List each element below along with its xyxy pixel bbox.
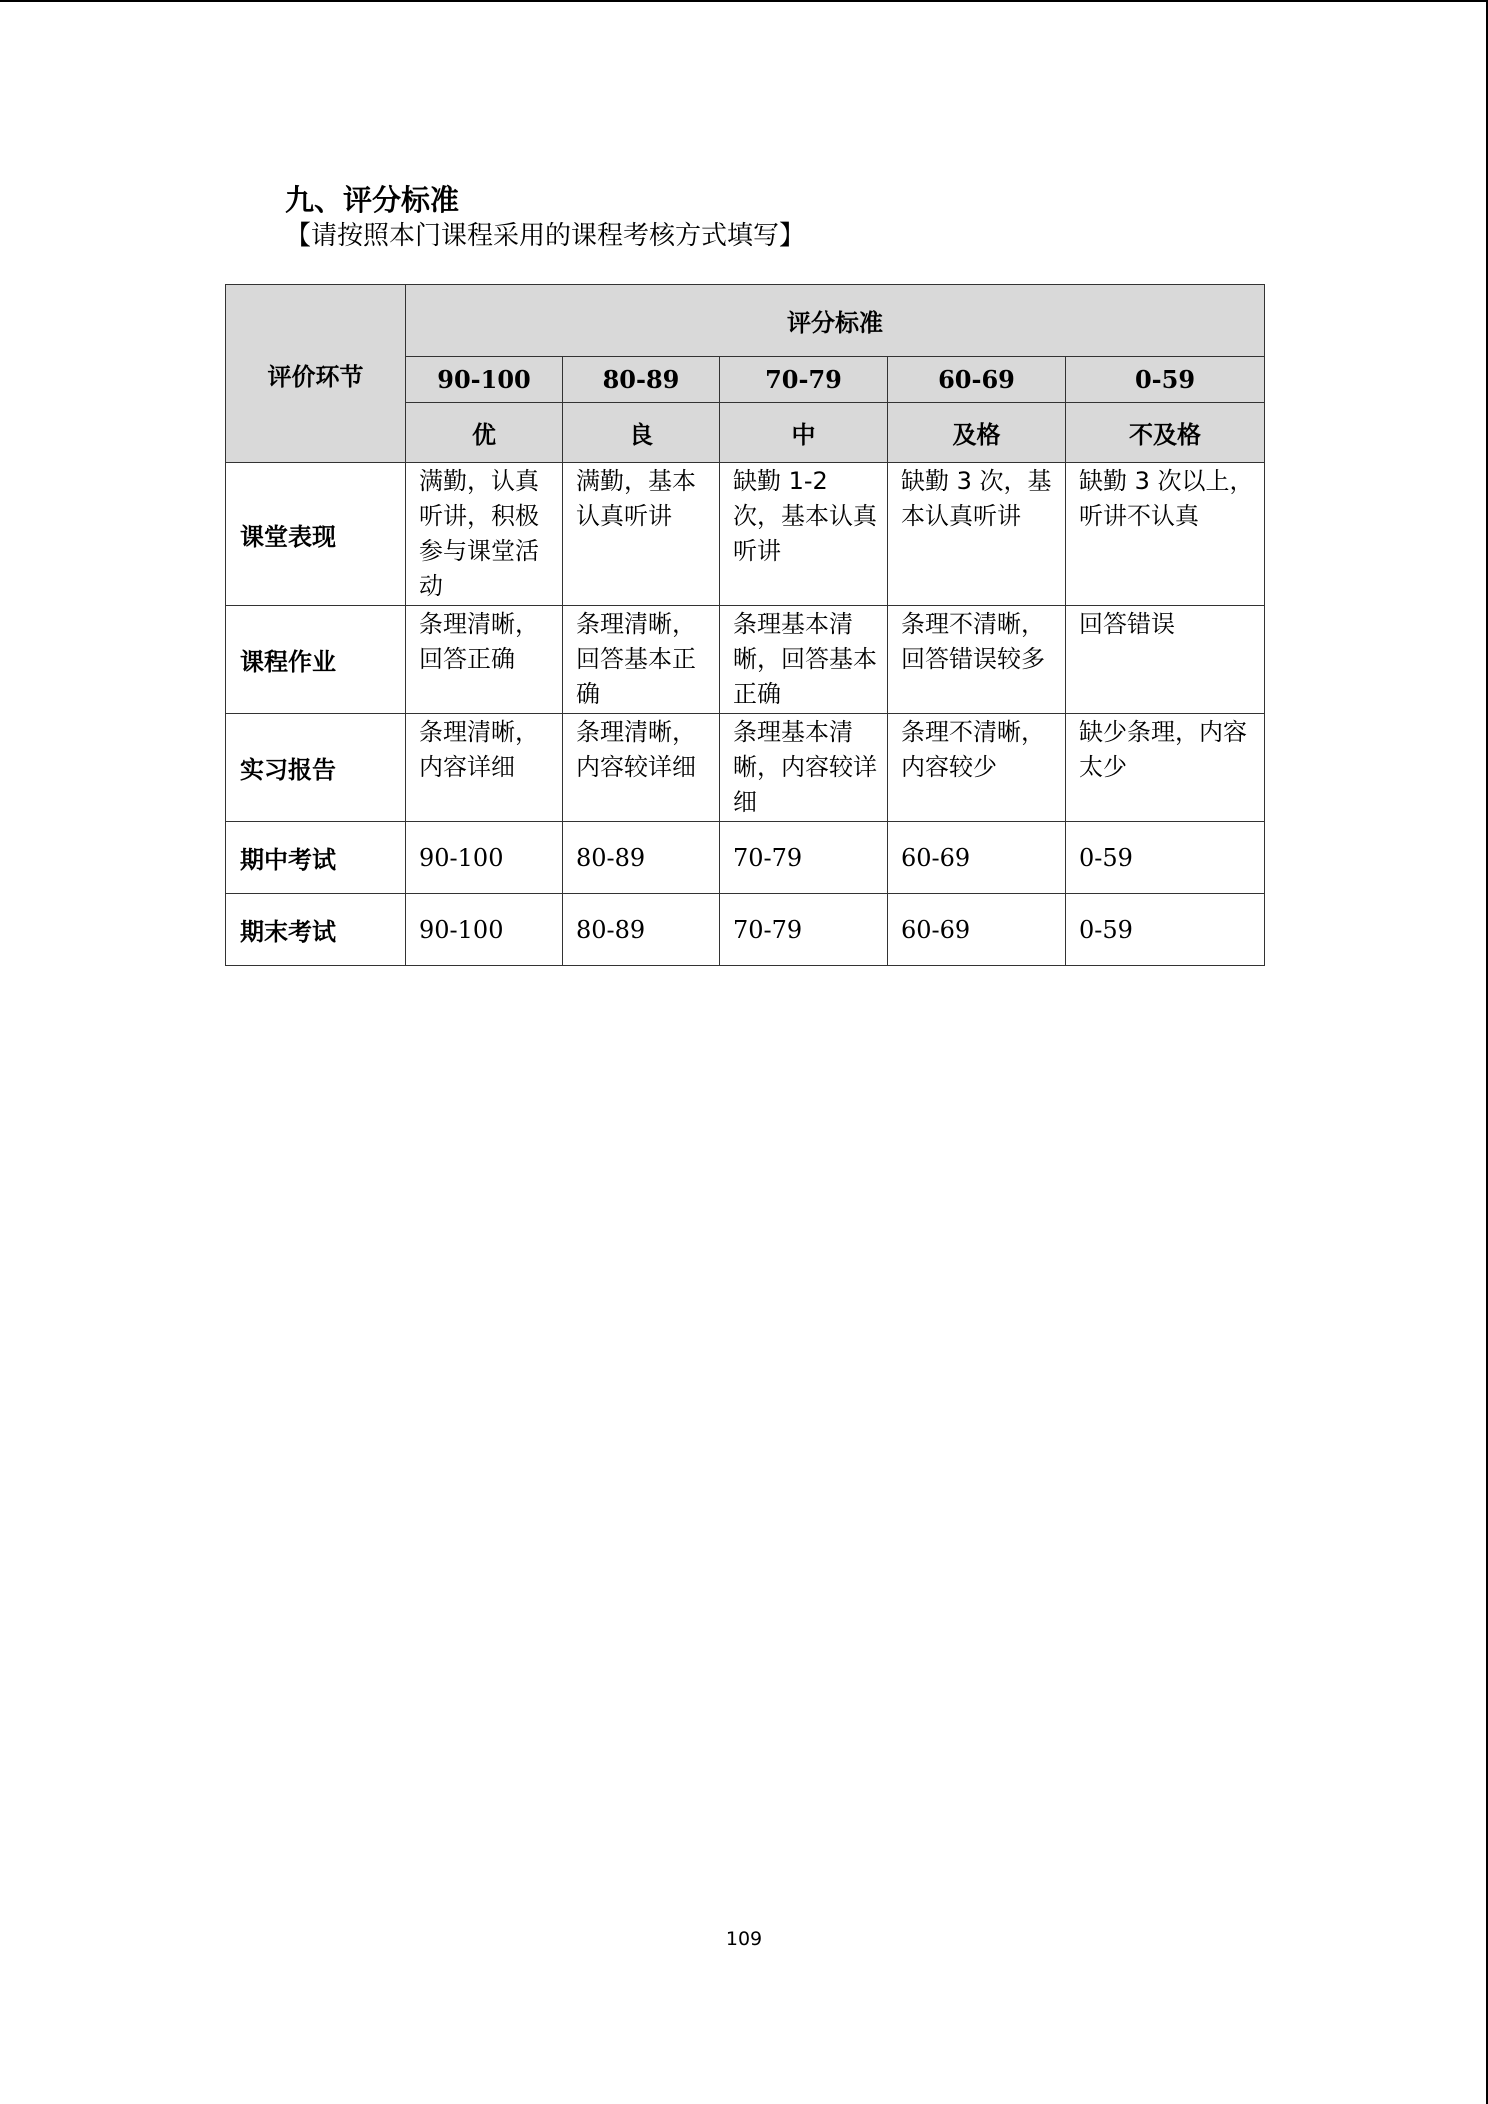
score-range-header: 90-100 — [406, 357, 563, 403]
criteria-cell: 条理基本清晰，回答基本正确 — [720, 606, 888, 714]
score-cell: 0-59 — [1066, 894, 1265, 966]
section-instruction: 【请按照本门课程采用的课程考核方式填写】 — [285, 221, 806, 251]
grade-name-header: 优 — [406, 403, 563, 463]
table-row — [226, 822, 1265, 894]
score-range-header: 80-89 — [563, 357, 720, 403]
criteria-cell: 缺勤 3 次以上，听讲不认真 — [1066, 463, 1265, 606]
row-label: 期末考试 — [226, 894, 406, 966]
grade-name-header: 不及格 — [1066, 403, 1265, 463]
score-cell: 60-69 — [888, 894, 1066, 966]
grade-name-header: 良 — [563, 403, 720, 463]
page-number: 109 — [725, 1928, 763, 1950]
grade-name-header: 及格 — [888, 403, 1066, 463]
criteria-cell: 条理清晰，回答基本正确 — [563, 606, 720, 714]
corner-header-cell: 评价环节 — [226, 285, 406, 463]
row-label: 课程作业 — [226, 606, 406, 714]
criteria-cell: 缺勤 3 次，基本认真听讲 — [888, 463, 1066, 606]
table-row — [226, 894, 1265, 966]
table-row — [226, 606, 1265, 714]
criteria-cell: 条理清晰，内容较详细 — [563, 714, 720, 822]
section-heading: 九、评分标准 — [285, 183, 460, 217]
score-range-header: 0-59 — [1066, 357, 1265, 403]
criteria-cell: 缺勤 1-2 次，基本认真听讲 — [720, 463, 888, 606]
page-top-border — [0, 0, 1488, 2]
grading-criteria-table — [225, 284, 1265, 966]
criteria-cell: 条理清晰，内容详细 — [406, 714, 563, 822]
score-range-header: 70-79 — [720, 357, 888, 403]
score-cell: 80-89 — [563, 894, 720, 966]
criteria-cell: 满勤，基本认真听讲 — [563, 463, 720, 606]
score-cell: 60-69 — [888, 822, 1066, 894]
criteria-cell: 条理不清晰，内容较少 — [888, 714, 1066, 822]
row-label: 实习报告 — [226, 714, 406, 822]
criteria-cell: 缺少条理，内容太少 — [1066, 714, 1265, 822]
table-row — [226, 714, 1265, 822]
score-cell: 70-79 — [720, 894, 888, 966]
table-row — [226, 463, 1265, 606]
score-cell: 80-89 — [563, 822, 720, 894]
criteria-cell: 条理清晰，回答正确 — [406, 606, 563, 714]
grade-name-header: 中 — [720, 403, 888, 463]
criteria-cell: 满勤，认真听讲，积极参与课堂活动 — [406, 463, 563, 606]
standard-header-cell: 评分标准 — [406, 285, 1265, 357]
score-cell: 90-100 — [406, 894, 563, 966]
row-label: 期中考试 — [226, 822, 406, 894]
criteria-cell: 回答错误 — [1066, 606, 1265, 714]
criteria-cell: 条理不清晰，回答错误较多 — [888, 606, 1066, 714]
score-cell: 0-59 — [1066, 822, 1265, 894]
score-cell: 70-79 — [720, 822, 888, 894]
criteria-cell: 条理基本清晰，内容较详细 — [720, 714, 888, 822]
score-range-header: 60-69 — [888, 357, 1066, 403]
score-cell: 90-100 — [406, 822, 563, 894]
row-label: 课堂表现 — [226, 463, 406, 606]
header-row-standard — [226, 285, 1265, 357]
